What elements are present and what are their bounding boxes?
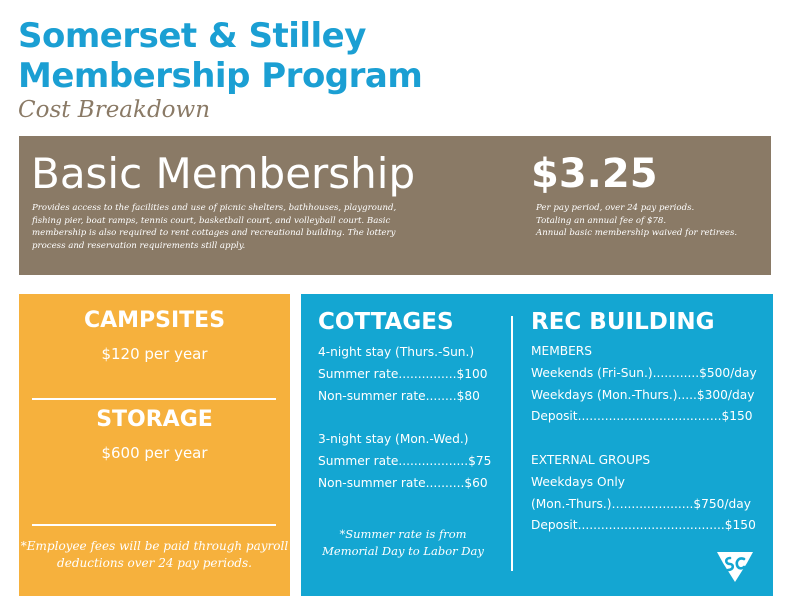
rate-line: Non-summer rate..........$60 bbox=[318, 475, 488, 490]
rate-line: Non-summer rate........$80 bbox=[318, 388, 480, 403]
rate-line bbox=[318, 407, 491, 429]
rate-line: MEMBERS bbox=[531, 344, 592, 358]
rate-line: 3-night stay (Mon.-Wed.) bbox=[318, 432, 469, 447]
rec-building-rates bbox=[531, 341, 757, 537]
rate-line: Weekends (Fri-Sun.)............$500/day bbox=[531, 365, 757, 380]
campsites-price: $120 per year bbox=[101, 345, 208, 363]
campsites-title: CAMPSITES bbox=[83, 308, 226, 333]
price-note: Per pay period, over 24 pay periods. bbox=[536, 203, 695, 213]
basic-membership-price: $3.25 bbox=[531, 151, 658, 197]
rate-line: Summer rate..................$75 bbox=[318, 453, 492, 468]
rate-line: Summer rate...............$100 bbox=[318, 366, 488, 381]
cottages-rec-panel bbox=[301, 294, 773, 596]
rate-line: Deposit......................................$150 bbox=[531, 518, 756, 533]
rate-line: EXTERNAL GROUPS bbox=[531, 452, 651, 467]
employee-fee-note: *Employee fees will be paid through payroll deductions over 24 pay periods. bbox=[20, 539, 289, 570]
basic-membership-panel bbox=[19, 136, 771, 275]
price-note: Annual basic membership waived for retirees. bbox=[536, 228, 738, 238]
storage-price: $600 per year bbox=[101, 444, 208, 462]
divider bbox=[32, 398, 276, 400]
sc-diamond-logo-icon bbox=[715, 548, 755, 584]
page-header bbox=[18, 16, 422, 124]
page-subtitle: Cost Breakdown bbox=[18, 97, 211, 123]
storage-title: STORAGE bbox=[96, 407, 213, 432]
page-title-line-2: Membership Program bbox=[18, 56, 423, 96]
summer-rate-note: *Summer rate is from Memorial Day to Labor Day bbox=[322, 527, 484, 558]
rate-line: Weekdays (Mon.-Thurs.).....$300/day bbox=[531, 387, 755, 402]
cottages-rates bbox=[318, 342, 491, 495]
cottages-title: COTTAGES bbox=[318, 309, 454, 335]
rate-line: Deposit...............................…...$150 bbox=[531, 409, 753, 424]
rate-line: (Mon.-Thurs.)…..................$750/day bbox=[531, 496, 751, 511]
price-note: Totaling an annual fee of $78. bbox=[536, 215, 667, 226]
basic-membership-description: Provides access to the facilities and use of picnic shelters, bathhouses, playground, fishing pier, boat ramps, tennis court, basketball court, and volleyball court. Basic membership is also required to rent cottages and recreational building. The lottery process and reservation requirements still apply. bbox=[32, 203, 397, 251]
column-divider bbox=[511, 316, 513, 571]
rate-line: 4-night stay (Thurs.-Sun.) bbox=[318, 345, 475, 359]
rate-line bbox=[531, 428, 757, 450]
divider bbox=[32, 524, 276, 526]
basic-price-notes bbox=[536, 202, 766, 240]
basic-membership-title: Basic Membership bbox=[31, 149, 416, 198]
rate-line: Weekdays Only bbox=[531, 474, 625, 489]
rec-building-title: REC BUILDING bbox=[531, 309, 715, 335]
page-title-line-1: Somerset & Stilley bbox=[18, 16, 366, 56]
campsites-storage-panel bbox=[19, 294, 290, 596]
